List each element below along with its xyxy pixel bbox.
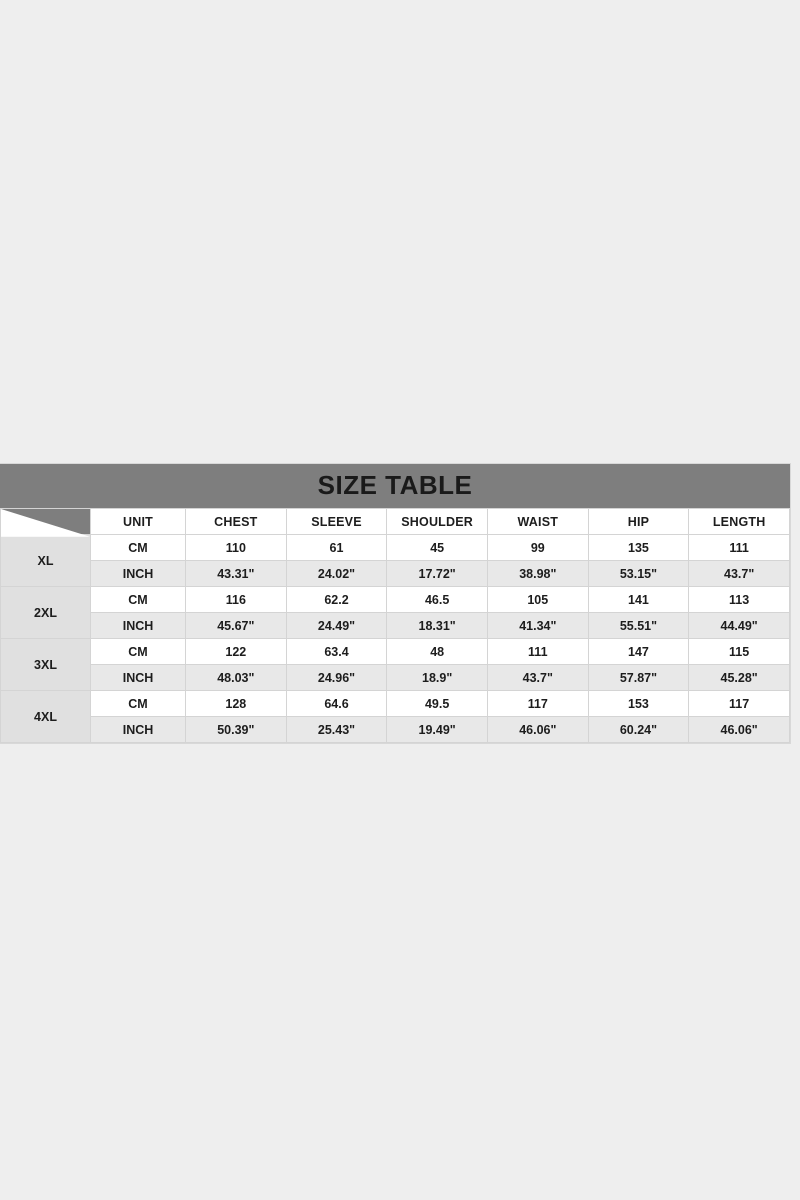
cell-3xl-cm-chest: 122	[186, 639, 287, 665]
cell-3xl-inch-sleeve: 24.96"	[286, 665, 387, 691]
cell-3xl-cm-waist: 111	[487, 639, 588, 665]
table-row	[1, 535, 790, 561]
table-row	[1, 639, 790, 665]
cell-xl-inch-length: 43.7"	[689, 561, 790, 587]
column-header-hip: HIP	[588, 509, 689, 535]
diagonal-divider-icon	[1, 509, 91, 535]
cell-4xl-inch-length: 46.06"	[689, 717, 790, 743]
table-row	[1, 561, 790, 587]
table-row	[1, 613, 790, 639]
cell-2xl-inch-waist: 41.34"	[487, 613, 588, 639]
cell-4xl-inch-shoulder: 19.49"	[387, 717, 488, 743]
table-row	[1, 691, 790, 717]
cell-2xl-inch-sleeve: 24.49"	[286, 613, 387, 639]
cell-xl-inch-waist: 38.98"	[487, 561, 588, 587]
cell-xl-cm-chest: 110	[186, 535, 287, 561]
unit-label-inch: INCH	[91, 665, 186, 691]
unit-label-cm: CM	[91, 691, 186, 717]
cell-xl-cm-shoulder: 45	[387, 535, 488, 561]
column-header-waist: WAIST	[487, 509, 588, 535]
column-header-shoulder: SHOULDER	[387, 509, 488, 535]
cell-2xl-cm-length: 113	[689, 587, 790, 613]
cell-4xl-cm-length: 117	[689, 691, 790, 717]
cell-xl-cm-waist: 99	[487, 535, 588, 561]
cell-4xl-cm-sleeve: 64.6	[286, 691, 387, 717]
cell-2xl-cm-waist: 105	[487, 587, 588, 613]
unit-label-cm: CM	[91, 587, 186, 613]
size-table-head	[1, 509, 790, 535]
cell-2xl-cm-chest: 116	[186, 587, 287, 613]
size-table-title: SIZE TABLE	[0, 464, 790, 508]
unit-label-cm: CM	[91, 639, 186, 665]
cell-3xl-inch-waist: 43.7"	[487, 665, 588, 691]
cell-4xl-cm-chest: 128	[186, 691, 287, 717]
table-row	[1, 587, 790, 613]
cell-3xl-cm-length: 115	[689, 639, 790, 665]
unit-label-cm: CM	[91, 535, 186, 561]
cell-3xl-inch-shoulder: 18.9"	[387, 665, 488, 691]
size-label-2xl: 2XL	[1, 587, 91, 639]
size-label-3xl: 3XL	[1, 639, 91, 691]
size-label-4xl: 4XL	[1, 691, 91, 743]
cell-4xl-inch-hip: 60.24"	[588, 717, 689, 743]
cell-2xl-inch-hip: 55.51"	[588, 613, 689, 639]
cell-4xl-cm-shoulder: 49.5	[387, 691, 488, 717]
table-row	[1, 665, 790, 691]
size-table-body	[1, 535, 790, 743]
cell-3xl-inch-chest: 48.03"	[186, 665, 287, 691]
column-header-length: LENGTH	[689, 509, 790, 535]
cell-2xl-cm-hip: 141	[588, 587, 689, 613]
cell-2xl-inch-shoulder: 18.31"	[387, 613, 488, 639]
cell-4xl-inch-waist: 46.06"	[487, 717, 588, 743]
cell-xl-inch-sleeve: 24.02"	[286, 561, 387, 587]
cell-4xl-cm-hip: 153	[588, 691, 689, 717]
cell-3xl-cm-hip: 147	[588, 639, 689, 665]
unit-label-inch: INCH	[91, 561, 186, 587]
cell-2xl-inch-length: 44.49"	[689, 613, 790, 639]
cell-2xl-cm-sleeve: 62.2	[286, 587, 387, 613]
cell-xl-cm-length: 111	[689, 535, 790, 561]
unit-label-inch: INCH	[91, 613, 186, 639]
cell-2xl-cm-shoulder: 46.5	[387, 587, 488, 613]
cell-3xl-inch-length: 45.28"	[689, 665, 790, 691]
cell-xl-inch-hip: 53.15"	[588, 561, 689, 587]
size-table	[0, 508, 790, 743]
column-header-unit: UNIT	[91, 509, 186, 535]
cell-4xl-inch-sleeve: 25.43"	[286, 717, 387, 743]
column-header-chest: CHEST	[186, 509, 287, 535]
cell-4xl-inch-chest: 50.39"	[186, 717, 287, 743]
cell-xl-inch-shoulder: 17.72"	[387, 561, 488, 587]
column-header-sleeve: SLEEVE	[286, 509, 387, 535]
size-label-xl: XL	[1, 535, 91, 587]
size-table-container	[0, 463, 791, 744]
cell-2xl-inch-chest: 45.67"	[186, 613, 287, 639]
table-row	[1, 717, 790, 743]
cell-3xl-cm-sleeve: 63.4	[286, 639, 387, 665]
cell-xl-inch-chest: 43.31"	[186, 561, 287, 587]
unit-label-inch: INCH	[91, 717, 186, 743]
cell-3xl-cm-shoulder: 48	[387, 639, 488, 665]
table-header-row	[1, 509, 790, 535]
cell-xl-cm-hip: 135	[588, 535, 689, 561]
cell-3xl-inch-hip: 57.87"	[588, 665, 689, 691]
cell-xl-cm-sleeve: 61	[286, 535, 387, 561]
cell-4xl-cm-waist: 117	[487, 691, 588, 717]
